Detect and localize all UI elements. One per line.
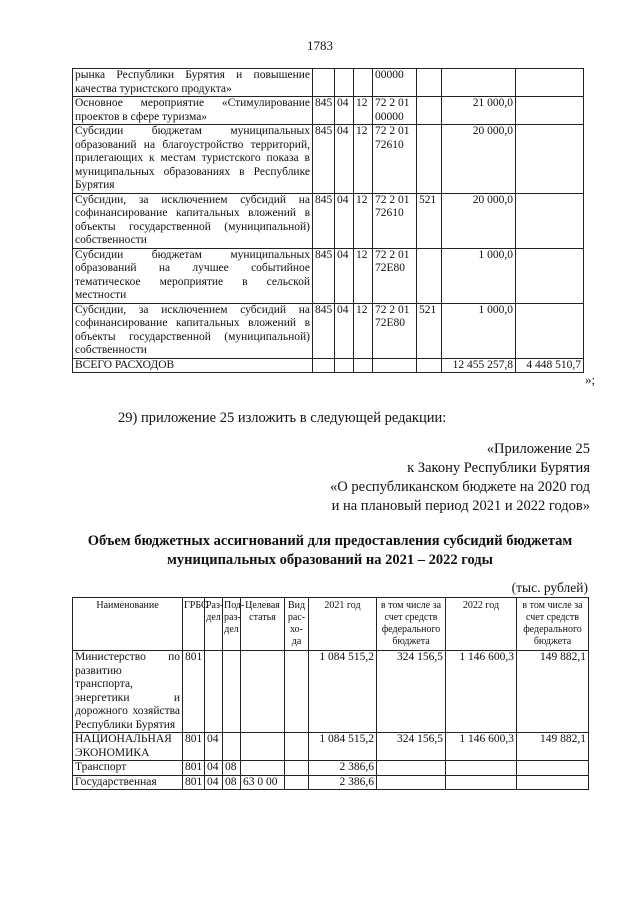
amount-cell: 1 000,0 [442,248,516,303]
grbs-cell: 801 [183,775,205,790]
header-2021: 2021 год [309,598,377,651]
subsidies-table [72,597,589,790]
podrazdel-cell: 12 [354,125,373,194]
page-number: 1783 [307,38,333,53]
expense-type-cell [417,248,442,303]
podrazdel-cell: 08 [223,761,241,776]
expense-type-cell [417,125,442,194]
table-row [73,761,589,776]
amount-2-cell [516,125,584,194]
amount-2022-cell [446,775,517,790]
razdel-cell: 04 [205,775,223,790]
expense-type-cell [285,733,309,761]
target-article-cell: 72 2 01 72610 [373,193,417,248]
amount-2-cell [516,97,584,125]
expense-type-cell [417,358,442,373]
podrazdel-cell: 12 [354,248,373,303]
amount-2021-cell: 2 386,6 [309,761,377,776]
appendix-header [330,440,590,516]
row-name: Министерство по развитию транспорта, энергетики и дорожного хозяйства Республики Бурятия [73,651,183,733]
grbs-cell: 801 [183,651,205,733]
target-article-cell: 72 2 01 72Е80 [373,303,417,358]
target-article-cell: 00000 [373,69,417,97]
amount-2021-cell: 1 084 515,2 [309,733,377,761]
fed-2021-cell [377,761,446,776]
row-name: Субсидии, за исключением субсидий на софинансирование капитальных вложений в объекты государственной (муниципальной) собственности [73,193,313,248]
fed-2021-cell: 324 156,5 [377,733,446,761]
table-row [73,358,584,373]
table-row [73,125,584,194]
grbs-cell: 845 [313,97,335,125]
closing-quote: »; [585,372,596,387]
fed-2022-cell [517,775,589,790]
target-article-cell: 72 2 01 72610 [373,125,417,194]
razdel-cell [335,358,354,373]
expense-type-cell [285,651,309,733]
table-row [73,248,584,303]
fed-2022-cell [517,761,589,776]
fed-2021-cell: 324 156,5 [377,651,446,733]
table-header-row [73,598,589,651]
target-article-cell [373,358,417,373]
grbs-cell: 845 [313,303,335,358]
amount-cell [442,69,516,97]
title-line-2: муниципальных образований на 2021 – 2022 годы [167,552,493,568]
appendix-line-1: «Приложение 25 [486,441,590,457]
amount-cell: 1 000,0 [442,303,516,358]
expense-type-cell: 521 [417,193,442,248]
row-name: Субсидии бюджетам муниципальных образований на благоустройство территорий, прилегающих к местам туристского показа в муниципальных образованиях в Республике Бурятия [73,125,313,194]
row-name: Государственная [73,775,183,790]
amount-2022-cell: 1 146 600,3 [446,651,517,733]
podrazdel-cell [223,733,241,761]
amount-cell: 12 455 257,8 [442,358,516,373]
grbs-cell: 845 [313,248,335,303]
header-fed-2022: в том числе за счет средств федерального бюджета [517,598,589,651]
target-article-cell [241,651,285,733]
razdel-cell: 04 [335,97,354,125]
grbs-cell: 845 [313,125,335,194]
expense-type-cell [417,97,442,125]
target-article-cell [241,761,285,776]
grbs-cell: 801 [183,733,205,761]
expense-type-cell: 521 [417,303,442,358]
razdel-cell: 04 [335,193,354,248]
amount-2-cell [516,69,584,97]
table-row [73,775,589,790]
fed-2022-cell: 149 882,1 [517,733,589,761]
row-name: НАЦИОНАЛЬНАЯ ЭКОНОМИКА [73,733,183,761]
razdel-cell [205,651,223,733]
header-grbs: ГРБС [183,598,205,651]
fed-2021-cell [377,775,446,790]
document-title [72,532,588,570]
expense-type-cell [417,69,442,97]
amount-cell: 21 000,0 [442,97,516,125]
razdel-cell: 04 [205,761,223,776]
expense-type-cell [285,775,309,790]
header-target-article: Целевая статья [241,598,285,651]
amount-2-cell [516,303,584,358]
grbs-cell: 845 [313,193,335,248]
header-2022: 2022 год [446,598,517,651]
amount-cell: 20 000,0 [442,125,516,194]
expense-type-cell [285,761,309,776]
appendix-line-2: к Закону Республики Бурятия [407,460,590,476]
razdel-cell: 04 [205,733,223,761]
target-article-cell: 63 0 00 [241,775,285,790]
podrazdel-cell: 12 [354,303,373,358]
row-name: Основное мероприятие «Стимулирование проектов в сфере туризма» [73,97,313,125]
row-name: Субсидии бюджетам муниципальных образований на лучшее событийное тематическое мероприятие в сельской местности [73,248,313,303]
appendix-line-4: и на плановый период 2021 и 2022 годов» [331,498,590,514]
header-name: Наименование [73,598,183,651]
amount-2-cell [516,193,584,248]
amount-2022-cell: 1 146 600,3 [446,733,517,761]
podrazdel-cell: 12 [354,97,373,125]
row-name: Субсидии, за исключением субсидий на софинансирование капитальных вложений в объекты государственной (муниципальной) собственности [73,303,313,358]
grbs-cell [313,358,335,373]
podrazdel-cell: 12 [354,193,373,248]
podrazdel-cell [354,69,373,97]
razdel-cell: 04 [335,303,354,358]
amount-2021-cell: 1 084 515,2 [309,651,377,733]
amendment-paragraph: 29) приложение 25 изложить в следующей редакции: [118,410,447,426]
table-row [73,303,584,358]
table-row [73,97,584,125]
table-row [73,651,589,733]
amount-2-cell [516,248,584,303]
amount-cell: 20 000,0 [442,193,516,248]
podrazdel-cell [223,651,241,733]
row-name: ВСЕГО РАСХОДОВ [73,358,313,373]
row-name: Транспорт [73,761,183,776]
grbs-cell [313,69,335,97]
amount-2022-cell [446,761,517,776]
header-fed-2021: в том числе за счет средств федерального бюджета [377,598,446,651]
title-line-1: Объем бюджетных ассигнований для предоставления субсидий бюджетам [87,533,573,549]
amount-2021-cell: 2 386,6 [309,775,377,790]
target-article-cell: 72 2 01 72Е80 [373,248,417,303]
table-row [73,69,584,97]
razdel-cell: 04 [335,125,354,194]
table-row [73,193,584,248]
podrazdel-cell [354,358,373,373]
units-label: (тыс. рублей) [511,580,588,595]
header-expense-type: Вид рас-хо-да [285,598,309,651]
table-row [73,733,589,761]
row-name: рынка Республики Бурятия и повышение качества туристского продукта» [73,69,313,97]
grbs-cell: 801 [183,761,205,776]
budget-table-continued [72,68,584,373]
razdel-cell: 04 [335,248,354,303]
target-article-cell [241,733,285,761]
target-article-cell: 72 2 01 00000 [373,97,417,125]
fed-2022-cell: 149 882,1 [517,651,589,733]
podrazdel-cell: 08 [223,775,241,790]
appendix-line-3: «О республиканском бюджете на 2020 год [330,479,590,495]
header-razdel: Раз-дел [205,598,223,651]
amount-2-cell: 4 448 510,7 [516,358,584,373]
header-podrazdel: Под-раз-дел [223,598,241,651]
razdel-cell [335,69,354,97]
